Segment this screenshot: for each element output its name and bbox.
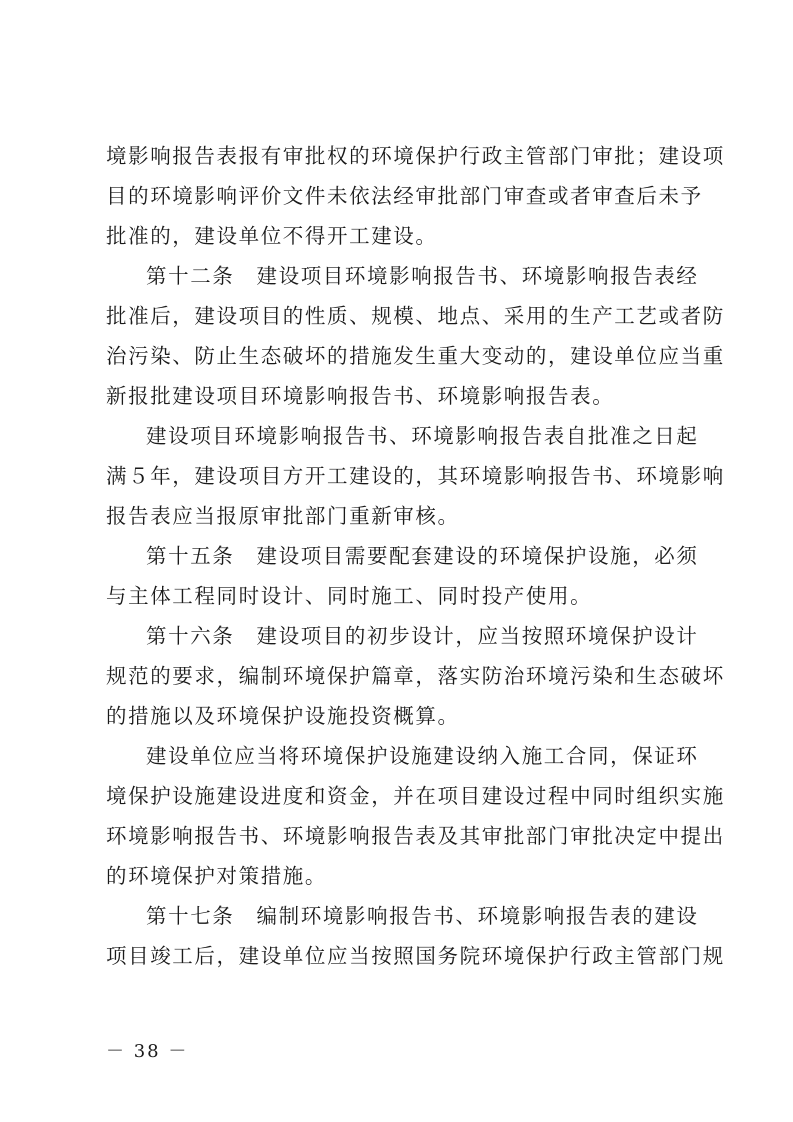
text-line: 境影响报告表报有审批权的环境保护行政主管部门审批；建设项 [106, 144, 725, 168]
text-line [106, 416, 699, 456]
text-line [106, 736, 699, 776]
text-line: 满５年，建设项目方开工建设的，其环境影响报告书、环境影响 [106, 464, 725, 488]
text-line-content: 第十二条 建设项目环境影响报告书、环境影响报告表经 [146, 264, 699, 288]
text-line: 新报批建设项目环境影响报告书、环境影响报告表。 [106, 384, 615, 408]
text-line: 环境影响报告书、环境影响报告表及其审批部门审批决定中提出 [106, 824, 725, 848]
document-body [106, 136, 725, 976]
text-line [106, 256, 699, 296]
text-line-content: 建设项目环境影响报告书、环境影响报告表自批准之日起 [146, 424, 699, 448]
text-line: 与主体工程同时设计、同时施工、同时投产使用。 [106, 584, 593, 608]
text-line-content: 建设单位应当将环境保护设施建设纳入施工合同，保证环 [146, 744, 699, 768]
text-line: 规范的要求，编制环境保护篇章，落实防治环境污染和生态破坏 [106, 664, 725, 688]
text-line: 项目竣工后，建设单位应当按照国务院环境保护行政主管部门规 [106, 944, 725, 968]
text-line-content: 第十七条 编制环境影响报告书、环境影响报告表的建设 [146, 904, 699, 928]
text-line: 的环境保护对策措施。 [106, 864, 327, 888]
text-line: 批准后，建设项目的性质、规模、地点、采用的生产工艺或者防 [106, 304, 725, 328]
page-number: － 38 － [106, 1041, 189, 1062]
text-line: 批准的，建设单位不得开工建设。 [106, 224, 438, 248]
text-line: 治污染、防止生态破坏的措施发生重大变动的，建设单位应当重 [106, 344, 725, 368]
text-line-content: 第十六条 建设项目的初步设计，应当按照环境保护设计 [146, 624, 699, 648]
text-line-content: 第十五条 建设项目需要配套建设的环境保护设施，必须 [146, 544, 699, 568]
text-line: 的措施以及环境保护设施投资概算。 [106, 704, 460, 728]
text-line: 报告表应当报原审批部门重新审核。 [106, 504, 460, 528]
text-line: 境保护设施建设进度和资金，并在项目建设过程中同时组织实施 [106, 784, 725, 808]
text-line [106, 616, 699, 656]
text-line [106, 896, 699, 936]
text-line: 目的环境影响评价文件未依法经审批部门审查或者审查后未予 [106, 184, 703, 208]
text-line [106, 536, 699, 576]
